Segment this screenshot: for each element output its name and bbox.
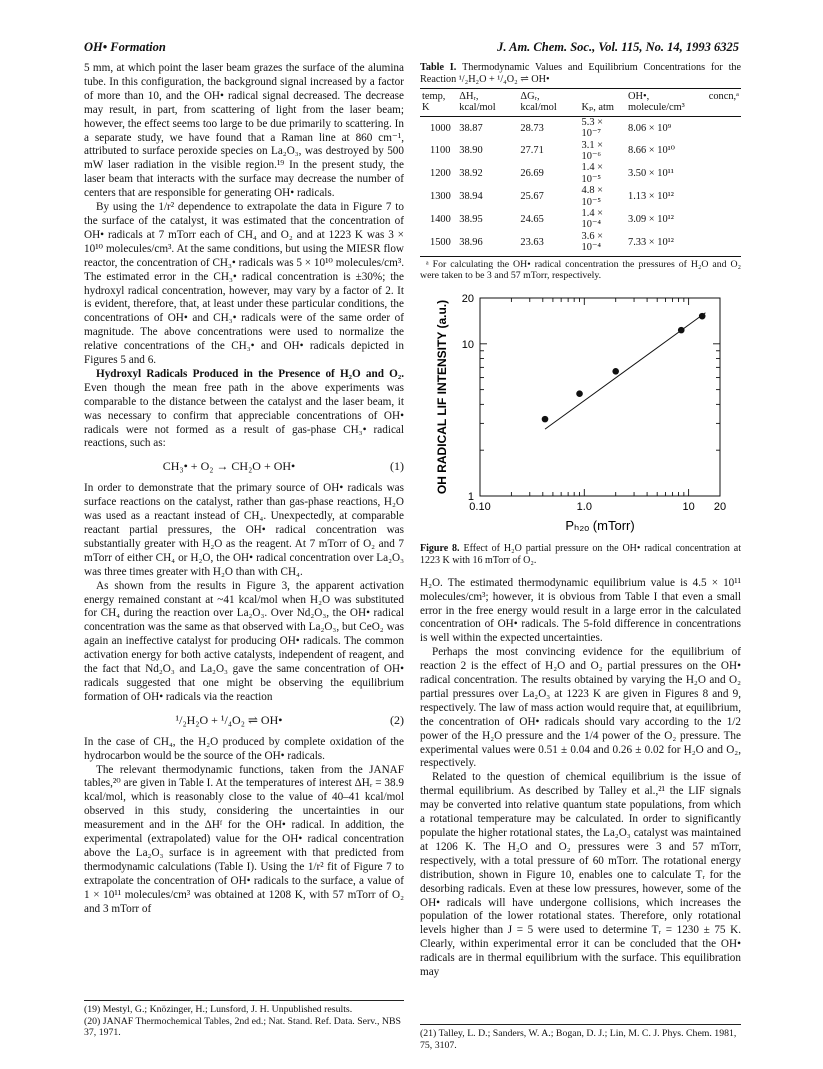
data-point: [678, 327, 685, 334]
y-tick-label: 1: [467, 490, 474, 503]
table-cell: 38.92: [459, 168, 483, 180]
section-heading: Hydroxyl Radicals Produced in the Presence of H₂O and O₂.: [96, 367, 404, 380]
table-cell: 3.50 × 10¹¹: [628, 168, 674, 180]
y-tick-label: 10: [461, 338, 474, 351]
running-head-left: OH• Formation: [84, 40, 166, 54]
equation-number: (2): [390, 712, 404, 727]
paragraph: Perhaps the most convincing evidence for the equilibrium of reaction 2 is the effect of H₂O and O₂ partial pressures on the OH• radical concentration. The results obtained by varying the H₂O and O₂ partial pressures over La₂O₃ at 1223 K are given in Figures 8 and 9, respectively. The law of mass action would require that, at equilibrium, the concentration of OH• radicals should vary according to the 1/2 power of the H₂O pressure and the 1/4 power of the O₂ pressure. The experimental values were 0.51 ± 0.04 and 0.26 ± 0.02 for H₂O and O₂, respectively.: [420, 646, 741, 770]
equation-body: CH₃• + O₂ → CH₂O + OH•: [162, 459, 296, 474]
table-cell: 24.65: [520, 213, 544, 225]
table-cell: 38.95: [459, 213, 483, 225]
table-row: [420, 162, 741, 185]
table-row: [420, 185, 741, 208]
paragraph: H₂O. The estimated thermodynamic equilibrium value is 4.5 × 10¹¹ molecules/cm³; however, it is obvious from Table I that even a small error in the free energy would result in a large error in the calculated concentration of OH• radicals. The 5-fold difference in concentrations is well within the expected uncertainties.: [420, 576, 741, 645]
table-cell: 27.71: [520, 145, 544, 157]
equation-body: ¹/₂H₂O + ¹/₄O₂ ⇌ OH•: [175, 712, 283, 727]
paragraph: As shown from the results in Figure 3, the apparent activation energy remained constant at ~41 kcal/mol when H₂O was substituted for CH₄ during the reaction over La₂O₃. Over Nd₂O₃, the OH• radical concentration was the same as that observed with La₂O₃, but CeO₂ was again an ineffective catalyst for producing OH• radicals. The common activation energy for both active catalysts, independent of reagent, and the fact that Nd₂O₃ and La₂O₃ gave the same concentration of OH• radicals suggested that one might be observing the equilibrium formation of OH• radicals via the reaction: [84, 579, 404, 703]
table-cell: 1000: [430, 122, 451, 134]
table-header-cell: Kₚ, atm: [580, 89, 626, 117]
table-cell: 8.06 × 10⁹: [628, 122, 672, 134]
table-cell: 1.4 × 10⁻⁵: [581, 162, 603, 185]
paragraph: The relevant thermodynamic functions, taken from the JANAF tables,²⁰ are given in Table I. At the temperatures of interest ΔHᵣ = 38.9 kcal/mol, which is reasonably close to the value of 40–41 kcal/mol observed in this study, considering the uncertainties in our measurement and in the ΔHᶠ for the OH• radical. In addition, the experimental (extrapolated) value for the OH• radical concentration above the La₂O₃ surface is in agreement with that predicted from thermodynamic calculations (Table I). Using the 1/r² fit of Figure 7 to extrapolate the concentration of OH• radicals to the surface, a value of 1 × 10¹¹ molecules/cm³ was obtained at 1208 K, with 57 mTorr of O₂ and 3 mTorr of: [84, 763, 404, 915]
table-cell: 1.13 × 10¹²: [628, 190, 674, 202]
equation-1: [84, 460, 404, 474]
table-header-row: [420, 89, 741, 117]
right-column: [420, 62, 741, 980]
table-row: [420, 140, 741, 163]
left-column: [84, 62, 404, 916]
paragraph: 5 mm, at which point the laser beam grazes the surface of the alumina tube. In this configuration, the background signal increased by a factor of more than 10, and the OH• radical signal decreased. The decrease may result, in part, from scattering of light from the laser beam; however, the effect seems too large to be due primarily to scattering. In a separate study, we have found that a Raman line at 860 cm⁻¹, attributed to surface peroxide species on La₂O₃, was destroyed by 500 mW laser radiation in the visible region.¹⁹ In the present study, the laser beam that interacts with the surface may decrease the number of centers that are responsible for generating OH• radicals.: [84, 62, 404, 200]
table-cell: 1300: [430, 190, 451, 202]
x-tick-label: 1.0: [576, 500, 592, 513]
table-cell: 4.8 × 10⁻⁵: [581, 185, 603, 208]
table-cell: 1200: [430, 168, 451, 180]
table-row: [420, 208, 741, 231]
table-cell: 3.09 × 10¹²: [628, 213, 674, 225]
paragraph: In order to demonstrate that the primary source of OH• radicals was surface reactions on the catalyst, rather than gas-phase reactions, H₂O was used as a reactant instead of CH₄. Unexpectedly, at comparable reactant partial pressures, the OH• radical concentration was substantially greater with H₂O as the reagent. At 7 mTorr of O₂ and 7 mTorr of either CH₄ or H₂O, the OH• radical concentration over La₂O₃ was three times greater with H₂O than with CH₄.: [84, 482, 404, 578]
footnote: (20) JANAF Thermochemical Tables, 2nd ed.; Nat. Stand. Ref. Data. Serv., NBS 37, 1971.: [84, 1015, 401, 1038]
table-row: [420, 231, 741, 256]
thermo-table: [420, 88, 741, 257]
table-cell: 38.94: [459, 190, 483, 202]
table-header-cell: ΔHᵣ, kcal/mol: [457, 89, 518, 117]
table-cell: 38.90: [459, 145, 483, 157]
table-cell: 38.96: [457, 231, 518, 256]
table-cell: 23.63: [518, 231, 579, 256]
paragraph: Related to the question of chemical equilibrium is the issue of thermal equilibrium. As described by Talley et al.,²¹ the LIF signals may be converted into relative quantum state populations, from which a rotational temperature may be calculated. In order to significantly populate the higher rotational states, the La₂O₃ catalyst was maintained at 1206 K. The H₂O and O₂ pressures were 3 and 57 mTorr, respectively, with a total pressure of 60 mTorr. The rotational energy distribution, shown in Figure 10, enables one to calculate Tᵣ for the desorbing radicals. Even at these low pressures, however, some of the OH• radicals will have undergone collisions, which increases the population of the lower rotational states. Therefore, only rotational levels higher than J = 5 were used to determine Tᵣ = 1230 ± 75 K. Clearly, within experimental error it can be concluded that the OH• radicals are in thermal equilibrium with the surface. This equilibration may: [420, 771, 741, 979]
paragraph: In the case of CH₄, the H₂O produced by complete oxidation of the hydrocarbon would be the source of the OH• radicals.: [84, 735, 404, 762]
figure-8: [420, 286, 741, 541]
paragraph: [84, 368, 404, 451]
y-tick-label: 20: [461, 292, 474, 305]
footnotes-left: [84, 1000, 404, 1039]
table-cell: 8.66 × 10¹⁰: [628, 145, 675, 157]
table-cell: 38.87: [459, 122, 483, 134]
table-cell: 1100: [430, 145, 451, 157]
footnote: (19) Mestyl, G.; Knözinger, H.; Lunsford, J. H. Unpublished results.: [84, 1004, 353, 1015]
footnotes-right: [420, 1024, 741, 1051]
table-footnote: ᵃ For calculating the OH• radical concentration the pressures of H₂O and O₂ were taken to be 3 and 57 mTorr, respectively.: [420, 258, 741, 282]
lif-intensity-chart: [420, 286, 741, 541]
table-cell: 3.6 × 10⁻⁴: [580, 231, 626, 256]
table-caption-text: Thermodynamic Values and Equilibrium Concentrations for the Reaction ¹/₂H₂O + ¹/₄O₂ ⇌ OH•: [420, 62, 742, 85]
table-cell: 26.69: [520, 168, 544, 180]
footnote: (21) Talley, L. D.; Sanders, W. A.; Bogan, D. J.; Lin, M. C. J. Phys. Chem. 1981, 75, 3107.: [420, 1028, 737, 1051]
x-axis-label: Pₕ₂ₒ (mTorr): [565, 517, 635, 533]
table-label: Table I.: [420, 62, 457, 73]
table-header-cell: temp, K: [420, 89, 457, 117]
running-head-right: J. Am. Chem. Soc., Vol. 115, No. 14, 1993 6325: [497, 40, 739, 54]
equation-number: (1): [390, 459, 404, 474]
x-tick-label: 10: [682, 500, 695, 513]
table-header-cell: OH•, concn,ᵃ molecule/cm³: [626, 89, 741, 117]
data-point: [576, 390, 583, 397]
figure-label: Figure 8.: [420, 542, 460, 554]
x-tick-label: 0.10: [469, 500, 491, 513]
table-cell: 25.67: [520, 190, 544, 202]
data-point: [612, 368, 619, 375]
table-caption: [420, 62, 741, 86]
y-axis-label: OH RADICAL LIF INTENSITY (a.u.): [435, 299, 449, 494]
table-cell: 3.1 × 10⁻⁶: [581, 139, 603, 163]
equation-2: [84, 714, 404, 728]
table-cell: 1500: [420, 231, 457, 256]
paragraph-text: Even though the mean free path in the above experiments was comparable to the distance between the catalyst and the laser beam, it was necessary to confirm that appreciable concentrations of OH• radicals were not formed as a result of gas-phase CH₃• radical reactions, such as:: [84, 381, 404, 450]
x-tick-label: 20: [713, 500, 727, 513]
table-cell: 1.4 × 10⁻⁴: [581, 208, 603, 231]
table-cell: 1400: [430, 213, 451, 225]
paragraph: By using the 1/r² dependence to extrapolate the data in Figure 7 to the surface of the catalyst, it was estimated that the concentration of OH• radicals at 7 mTorr each of CH₄ and O₂ and at 1223 K was 3 × 10¹⁰ molecules/cm³. At the same conditions, but using the MIESR flow reactor, the concentration of CH₃• radicals was 5 × 10¹⁰ molecules/cm³. The estimated error in the CH₃• radical concentration is ±30%; the hydroxyl radical concentration, however, may vary by a factor of 2. It is evident, therefore, that, at least under these particular conditions, the concentrations of OH• and CH₃• radicals were of the same order of magnitude. The above concentrations were used to normalize the relative concentrations of the CH₃• and OH• radicals depicted in Figures 5 and 6.: [84, 201, 404, 367]
table-cell: 28.73: [520, 122, 544, 134]
data-point: [699, 313, 706, 320]
table-header-cell: ΔGᵣ, kcal/mol: [518, 89, 579, 117]
figure-caption-text: Effect of H₂O partial pressure on the OH• radical concentration at 1223 K with 16 mTorr of O₂.: [420, 542, 741, 566]
table-row: [420, 116, 741, 139]
data-point: [542, 416, 549, 423]
figure-caption: [420, 543, 741, 567]
table-cell: 5.3 × 10⁻⁷: [581, 116, 603, 140]
table-cell: 7.33 × 10¹²: [626, 231, 741, 256]
